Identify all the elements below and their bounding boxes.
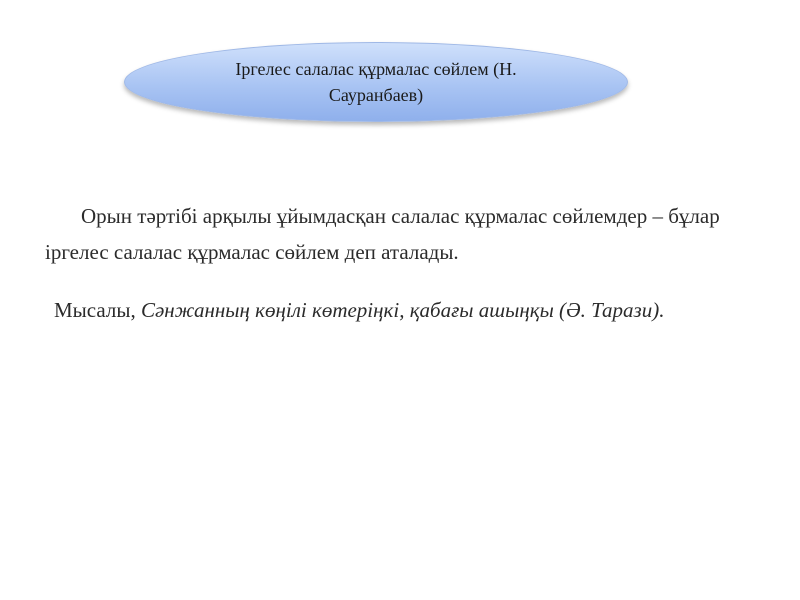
slide-body (45, 198, 745, 328)
slide-title: Іргелес салалас құрмалас сөйлем (Н. Сауранбаев) (235, 59, 517, 105)
definition-paragraph: Орын тәртібі арқылы ұйымдасқан салалас құрмалас сөйлемдер – бұлар іргелес салалас құрмалас сөйлем деп аталады. (45, 204, 720, 264)
example-label: Мысалы, (54, 298, 141, 322)
title-ellipse (124, 42, 628, 122)
example-paragraph (45, 292, 745, 328)
example-sentence: Сәнжанның көңілі көтеріңкі, қабағы ашыңқы (Ә. Тарази). (140, 298, 665, 322)
